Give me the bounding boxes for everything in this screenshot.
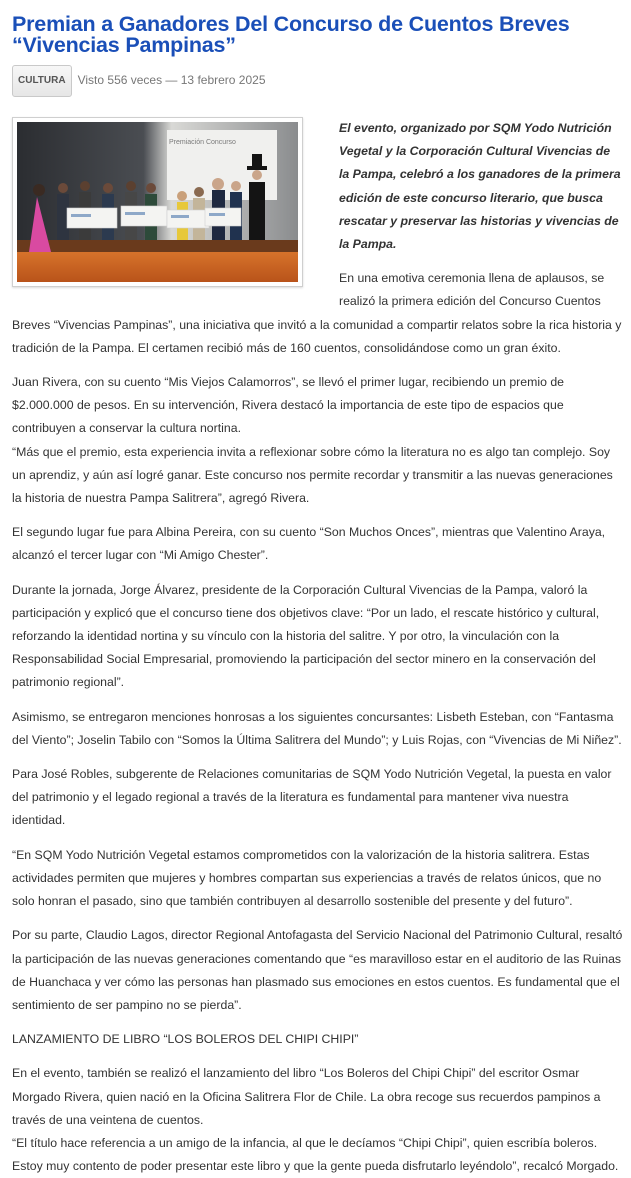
article-paragraph: “El título hace referencia a un amigo de la infancia, al que le decíamos “Chipi Chipi”, quien escribía boleros. Estoy muy contento de poder presentar este libro y que la gente pueda disfrutarlo leyéndolo”, recalcó Morgado.	[12, 1135, 619, 1174]
article-paragraph: “En SQM Yodo Nutrición Vegetal estamos comprometidos con la valorización de la historia salitrera. Estas actividades permiten que mujeres y hombres compartan sus experiencias a través de relatos únicos, que no solo honran el pasado, sino que también contribuyen al desarrollo sostenible del presente y del futuro”.	[12, 847, 602, 909]
article-meta	[12, 65, 623, 97]
views-date: Visto 556 veces — 13 febrero 2025	[77, 73, 266, 87]
article-paragraph: Durante la jornada, Jorge Álvarez, presidente de la Corporación Cultural Vivencias de la Pampa, valoró la participación y explicó que el concurso tiene dos objetivos clave: “Por un lado, el rescate histórico y cultural, reforzando la identidad nortina y su vínculo con la historia del salitre. Y por otro, la vinculación con la Responsabilidad Social Empresarial, promoviendo la participación del sector minero en la conservación del patrimonio regional”.	[12, 582, 600, 690]
article-paragraph: “Más que el premio, esta experiencia invita a reflexionar sobre cómo la literatura no es algo tan complejo. Soy un aprendiz, y aún así logré ganar. Este concurso nos permite recordar y transmitir a las nuevas generaciones la historia de nuestra Pampa Salitrera”, agregó Rivera.	[12, 444, 613, 506]
article-photo[interactable]	[12, 117, 303, 287]
article-body	[12, 117, 623, 1178]
article-paragraph: Por su parte, Claudio Lagos, director Regional Antofagasta del Servicio Nacional del Patrimonio Cultural, resaltó la participación de las nuevas generaciones comentando que “es maravilloso estar en el auditorio de las Ruinas de Huanchaca y ver cómo las personas han plasmado sus emociones en estos cuentos. Es fundamental que el sentimiento de ser pampino no se pierda”.	[12, 928, 623, 1012]
award-ceremony-photo	[17, 122, 298, 282]
article-paragraph: En una emotiva ceremonia llena de aplausos, se realizó la primera edición del Concurso Cuentos Breves “Vivencias Pampinas”, una iniciativa que invitó a la comunidad a compartir relatos sobre la rica historia y tradición de la Pampa. El certamen recibió más de 160 cuentos, consolidándose como un gran éxito.	[12, 271, 622, 355]
article-lead: El evento, organizado por SQM Yodo Nutrición Vegetal y la Corporación Cultural Vivencias de la Pampa, celebró a los ganadores de la primera edición de este concurso literario, que busca rescatar y preservar las historias y vivencias de la Pampa.	[339, 121, 621, 252]
article-paragraph: El segundo lugar fue para Albina Pereira, con su cuento “Son Muchos Onces”, mientras que Valentino Araya, alcanzó el tercer lugar con “Mi Amigo Chester”.	[12, 525, 606, 563]
article-paragraph: Juan Rivera, con su cuento “Mis Viejos Calamorros”, se llevó el primer lugar, recibiendo un premio de $2.000.000 de pesos. En su intervención, Rivera destacó la importancia de este tipo de espacios que contribuyen a conservar la cultura nortina.	[12, 375, 565, 436]
category-badge[interactable]: CULTURA	[12, 65, 72, 97]
article-paragraph: En el evento, también se realizó el lanzamiento del libro “Los Boleros del Chipi Chipi” del escritor Osmar Morgado Rivera, quien nació en la Oficina Salitrera Flor de Chile. La obra recoge sus recuerdos pampinos a través de una veintena de cuentos.	[12, 1066, 601, 1127]
section-heading: LANZAMIENTO DE LIBRO “LOS BOLEROS DEL CHIPI CHIPI”	[12, 1032, 359, 1047]
article-title: Premian a Ganadores Del Concurso de Cuentos Breves “Vivencias Pampinas”	[12, 12, 570, 57]
article-paragraph: Para José Robles, subgerente de Relaciones comunitarias de SQM Yodo Nutrición Vegetal, la puesta en valor del patrimonio y el legado regional a través de la literatura es fundamental para mantener viva nuestra identidad.	[12, 767, 612, 828]
photo-banner-text: Premiación Concurso	[169, 139, 236, 146]
article-paragraph: Asimismo, se entregaron menciones honrosas a los siguientes concursantes: Lisbeth Esteban, con “Fantasma del Viento”; Joselin Tabilo con “Somos la Última Salitrera del Mundo”; y Luis Rojas, con “Vivencias de Mi Niñez”.	[12, 709, 622, 747]
